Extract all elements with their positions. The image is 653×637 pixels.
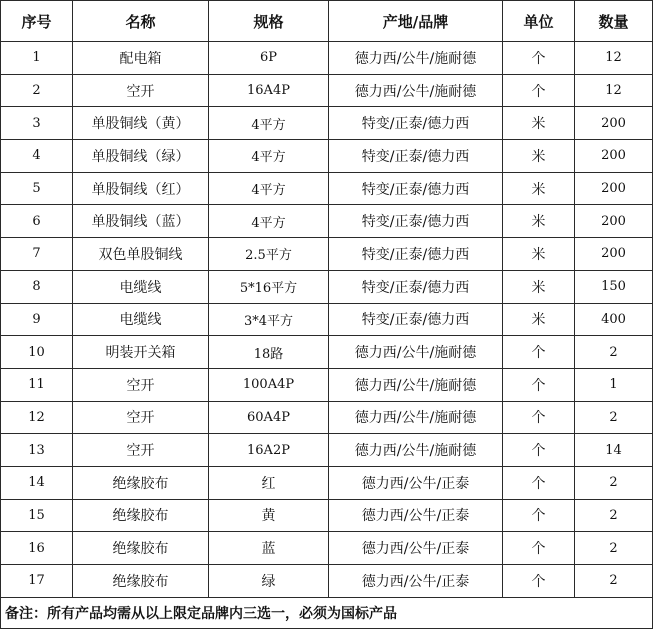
- header-name: 名称: [73, 1, 209, 42]
- cell-qty: 200: [575, 140, 653, 173]
- cell-spec: 红: [209, 466, 329, 499]
- cell-unit: 个: [503, 466, 575, 499]
- cell-name: 空开: [73, 368, 209, 401]
- cell-name: 明装开关箱: [73, 336, 209, 369]
- cell-brand: 德力西/公牛/施耐德: [329, 401, 503, 434]
- cell-unit: 米: [503, 205, 575, 238]
- table-row: [1, 466, 653, 499]
- cell-spec: 5*16平方: [209, 270, 329, 303]
- cell-qty: 200: [575, 172, 653, 205]
- cell-unit: 个: [503, 42, 575, 75]
- cell-spec: 绿: [209, 565, 329, 598]
- cell-spec: 18路: [209, 336, 329, 369]
- cell-spec: 蓝: [209, 532, 329, 565]
- cell-no: 6: [1, 205, 73, 238]
- cell-qty: 12: [575, 74, 653, 107]
- cell-no: 5: [1, 172, 73, 205]
- cell-no: 15: [1, 499, 73, 532]
- cell-spec: 100A4P: [209, 368, 329, 401]
- header-no: 序号: [1, 1, 73, 42]
- cell-unit: 米: [503, 303, 575, 336]
- header-row: [1, 1, 653, 42]
- cell-qty: 200: [575, 205, 653, 238]
- cell-unit: 米: [503, 140, 575, 173]
- cell-brand: 德力西/公牛/施耐德: [329, 74, 503, 107]
- cell-name: 空开: [73, 401, 209, 434]
- cell-no: 7: [1, 238, 73, 271]
- cell-spec: 黄: [209, 499, 329, 532]
- cell-name: 绝缘胶布: [73, 499, 209, 532]
- table-row: [1, 205, 653, 238]
- cell-no: 11: [1, 368, 73, 401]
- cell-spec: 16A2P: [209, 434, 329, 467]
- cell-brand: 德力西/公牛/施耐德: [329, 42, 503, 75]
- cell-unit: 米: [503, 238, 575, 271]
- cell-no: 3: [1, 107, 73, 140]
- cell-spec: 16A4P: [209, 74, 329, 107]
- header-unit: 单位: [503, 1, 575, 42]
- cell-spec: 2.5平方: [209, 238, 329, 271]
- cell-brand: 德力西/公牛/正泰: [329, 499, 503, 532]
- cell-brand: 德力西/公牛/施耐德: [329, 368, 503, 401]
- cell-no: 9: [1, 303, 73, 336]
- cell-unit: 米: [503, 270, 575, 303]
- cell-unit: 米: [503, 172, 575, 205]
- cell-name: 电缆线: [73, 303, 209, 336]
- table-row: [1, 499, 653, 532]
- table-row: [1, 532, 653, 565]
- cell-brand: 特变/正泰/德力西: [329, 205, 503, 238]
- note-text: 备注：所有产品均需从以上限定品牌内三选一，必须为国标产品: [1, 597, 653, 628]
- cell-unit: 个: [503, 565, 575, 598]
- table-row: [1, 270, 653, 303]
- cell-qty: 400: [575, 303, 653, 336]
- table-row: [1, 565, 653, 598]
- header-qty: 数量: [575, 1, 653, 42]
- cell-name: 绝缘胶布: [73, 532, 209, 565]
- cell-name: 单股铜线（黄）: [73, 107, 209, 140]
- cell-no: 1: [1, 42, 73, 75]
- table-row: [1, 107, 653, 140]
- cell-brand: 德力西/公牛/施耐德: [329, 434, 503, 467]
- table-row: [1, 172, 653, 205]
- cell-no: 16: [1, 532, 73, 565]
- cell-name: 单股铜线（蓝）: [73, 205, 209, 238]
- table-row: [1, 336, 653, 369]
- cell-unit: 个: [503, 434, 575, 467]
- table-row: [1, 238, 653, 271]
- cell-name: 绝缘胶布: [73, 565, 209, 598]
- cell-unit: 米: [503, 107, 575, 140]
- cell-qty: 2: [575, 466, 653, 499]
- cell-qty: 2: [575, 532, 653, 565]
- table-row: [1, 303, 653, 336]
- cell-unit: 个: [503, 401, 575, 434]
- cell-unit: 个: [503, 499, 575, 532]
- cell-qty: 200: [575, 238, 653, 271]
- cell-spec: 4平方: [209, 107, 329, 140]
- cell-name: 配电箱: [73, 42, 209, 75]
- table-row: [1, 401, 653, 434]
- cell-no: 12: [1, 401, 73, 434]
- cell-qty: 200: [575, 107, 653, 140]
- table-row: [1, 74, 653, 107]
- cell-unit: 个: [503, 368, 575, 401]
- cell-spec: 4平方: [209, 172, 329, 205]
- cell-spec: 60A4P: [209, 401, 329, 434]
- table-row: [1, 368, 653, 401]
- cell-spec: 4平方: [209, 140, 329, 173]
- cell-brand: 特变/正泰/德力西: [329, 107, 503, 140]
- cell-no: 4: [1, 140, 73, 173]
- cell-qty: 14: [575, 434, 653, 467]
- cell-brand: 特变/正泰/德力西: [329, 172, 503, 205]
- cell-qty: 2: [575, 336, 653, 369]
- cell-qty: 2: [575, 499, 653, 532]
- cell-brand: 德力西/公牛/正泰: [329, 532, 503, 565]
- cell-name: 电缆线: [73, 270, 209, 303]
- cell-qty: 1: [575, 368, 653, 401]
- cell-unit: 个: [503, 74, 575, 107]
- cell-brand: 德力西/公牛/正泰: [329, 565, 503, 598]
- table-row: [1, 42, 653, 75]
- cell-no: 10: [1, 336, 73, 369]
- cell-no: 17: [1, 565, 73, 598]
- cell-brand: 特变/正泰/德力西: [329, 238, 503, 271]
- cell-name: 单股铜线（红）: [73, 172, 209, 205]
- cell-brand: 德力西/公牛/施耐德: [329, 336, 503, 369]
- cell-name: 单股铜线（绿）: [73, 140, 209, 173]
- cell-name: 绝缘胶布: [73, 466, 209, 499]
- cell-no: 2: [1, 74, 73, 107]
- cell-spec: 6P: [209, 42, 329, 75]
- cell-brand: 德力西/公牛/正泰: [329, 466, 503, 499]
- cell-brand: 特变/正泰/德力西: [329, 140, 503, 173]
- cell-qty: 12: [575, 42, 653, 75]
- cell-name: 双色单股铜线: [73, 238, 209, 271]
- cell-no: 14: [1, 466, 73, 499]
- cell-spec: 3*4平方: [209, 303, 329, 336]
- cell-qty: 2: [575, 565, 653, 598]
- cell-no: 8: [1, 270, 73, 303]
- table-body: [1, 42, 653, 598]
- table-row: [1, 140, 653, 173]
- cell-spec: 4平方: [209, 205, 329, 238]
- header-brand: 产地/品牌: [329, 1, 503, 42]
- cell-name: 空开: [73, 434, 209, 467]
- cell-unit: 个: [503, 532, 575, 565]
- cell-brand: 特变/正泰/德力西: [329, 303, 503, 336]
- table-row: [1, 434, 653, 467]
- cell-no: 13: [1, 434, 73, 467]
- cell-qty: 150: [575, 270, 653, 303]
- header-spec: 规格: [209, 1, 329, 42]
- cell-name: 空开: [73, 74, 209, 107]
- note-row: [1, 597, 653, 628]
- cell-unit: 个: [503, 336, 575, 369]
- cell-brand: 特变/正泰/德力西: [329, 270, 503, 303]
- cell-qty: 2: [575, 401, 653, 434]
